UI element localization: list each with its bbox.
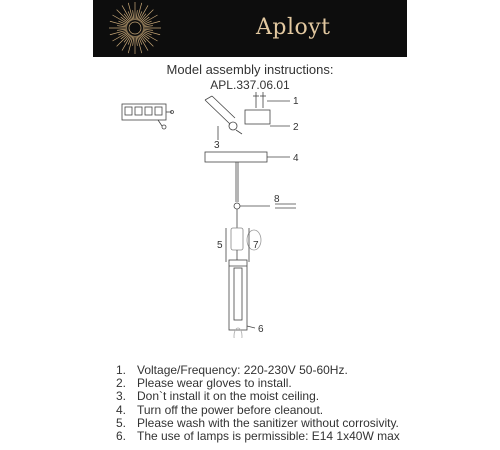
spec-item: 1. Voltage/Frequency: 220-230V 50-60Hz. — [116, 363, 348, 377]
assembly-diagram — [110, 88, 310, 338]
brand-banner — [93, 0, 407, 57]
brand-name: Aployt — [256, 15, 331, 40]
callout-5: 5 — [217, 240, 223, 251]
tube-body — [229, 260, 247, 330]
spec-item: 4. Turn off the power before cleanout. — [116, 402, 324, 417]
callout-6: 6 — [258, 324, 264, 335]
callout-2: 2 — [293, 122, 299, 133]
spec-item: 3. Don`t install it on the moist ceiling. — [116, 389, 320, 404]
callout-1: 1 — [293, 96, 299, 107]
angled-lamp-illustration — [205, 96, 242, 134]
page-title: Model assembly instructions: — [166, 62, 334, 77]
callout-7: 7 — [253, 240, 259, 251]
callout-3: 3 — [214, 140, 220, 151]
mounting-screws — [245, 92, 270, 124]
model-number: APL.337.06.01 — [210, 78, 290, 92]
callout-4: 4 — [293, 153, 299, 164]
terminal-block-illustration — [122, 104, 174, 129]
specification-list — [116, 364, 400, 443]
spec-item: 5. Please wash with the sanitizer without corrosivity. — [116, 415, 399, 430]
canopy — [205, 152, 267, 162]
spec-item: 6. The use of lamps is permissible: E14 1x40W max — [116, 429, 400, 444]
bulb-illustration — [234, 328, 242, 338]
spec-item: 2. Please wear gloves to install. — [116, 376, 292, 391]
callout-8: 8 — [274, 194, 280, 205]
sunburst-logo-icon — [93, 0, 407, 57]
